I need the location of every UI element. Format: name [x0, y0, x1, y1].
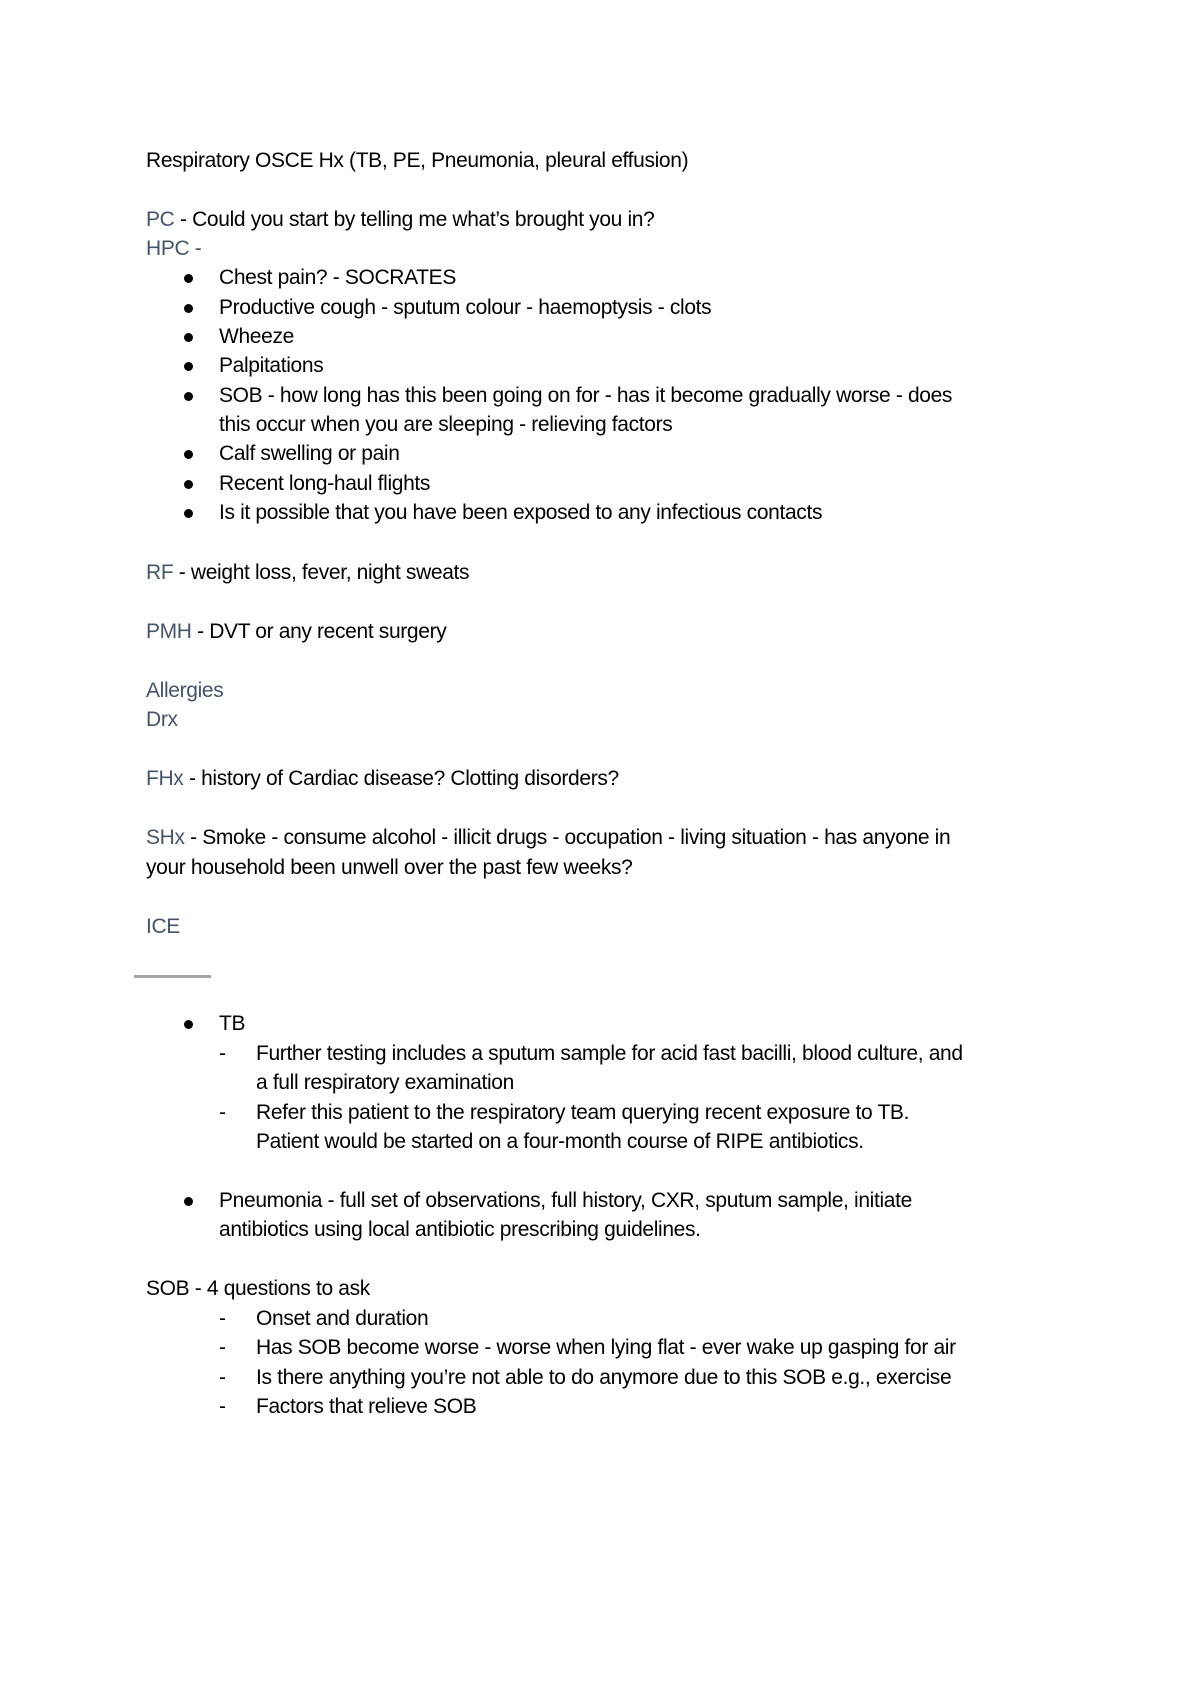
- bullet-icon: [184, 333, 193, 342]
- bullet-icon: [184, 480, 193, 489]
- bullet-icon: [184, 362, 193, 371]
- pneumonia-line: Pneumonia - full set of observations, full history, CXR, sputum sample, initiate: [219, 1189, 912, 1212]
- dash-marker: -: [219, 1042, 226, 1065]
- shx-continuation: your household been unwell over the past few weeks?: [146, 856, 633, 879]
- shx-label: SHx: [146, 826, 185, 849]
- fhx-line: [146, 764, 619, 794]
- tb-line: Further testing includes a sputum sample for acid fast bacilli, blood culture, and: [256, 1042, 963, 1065]
- sob-item: Onset and duration: [256, 1307, 429, 1330]
- tb-label: TB: [219, 1012, 246, 1035]
- sob-item: Factors that relieve SOB: [256, 1395, 477, 1418]
- hpc-item: Is it possible that you have been exposed to any infectious contacts: [219, 501, 823, 524]
- tb-line: Patient would be started on a four-month course of RIPE antibiotics.: [256, 1130, 864, 1153]
- bullet-icon: [184, 1197, 193, 1206]
- tb-line: Refer this patient to the respiratory team querying recent exposure to TB.: [256, 1101, 910, 1124]
- bullet-icon: [184, 304, 193, 313]
- hpc-item-continuation: this occur when you are sleeping - relieving factors: [219, 413, 673, 436]
- pmh-label: PMH: [146, 620, 192, 643]
- fhx-label: FHx: [146, 767, 184, 790]
- bullet-icon: [184, 392, 193, 401]
- bullet-icon: [184, 1020, 193, 1029]
- drx-label: Drx: [146, 708, 178, 731]
- hpc-item: Recent long-haul flights: [219, 472, 431, 495]
- hpc-item: Calf swelling or pain: [219, 442, 400, 465]
- hpc-item: Wheeze: [219, 325, 294, 348]
- dash-marker: -: [219, 1366, 226, 1389]
- hpc-item: SOB - how long has this been going on for - has it become gradually worse - does: [219, 384, 953, 407]
- shx-text: - Smoke - consume alcohol - illicit drugs - occupation - living situation - has anyone in: [184, 826, 951, 849]
- bullet-icon: [184, 450, 193, 459]
- rf-text: - weight loss, fever, night sweats: [173, 561, 470, 584]
- pc-text: - Could you start by telling me what’s brought you in?: [174, 208, 655, 231]
- hpc-item: Productive cough - sputum colour - haemoptysis - clots: [219, 296, 712, 319]
- hpc-item: Chest pain? - SOCRATES: [219, 266, 456, 289]
- sob-item: Has SOB become worse - worse when lying flat - ever wake up gasping for air: [256, 1336, 956, 1359]
- ice-label: ICE: [146, 915, 180, 938]
- pc-line: [146, 205, 654, 235]
- dash-marker: -: [219, 1395, 226, 1418]
- hpc-item: Palpitations: [219, 354, 324, 377]
- document-title: Respiratory OSCE Hx (TB, PE, Pneumonia, pleural effusion): [146, 149, 689, 172]
- pneumonia-line: antibiotics using local antibiotic prescribing guidelines.: [219, 1218, 701, 1241]
- pc-label: PC: [146, 208, 175, 231]
- bullet-icon: [184, 509, 193, 518]
- fhx-text: - history of Cardiac disease? Clotting disorders?: [183, 767, 619, 790]
- section-divider: [134, 975, 211, 978]
- rf-label: RF: [146, 561, 174, 584]
- shx-line: [146, 823, 950, 853]
- dash-marker: -: [219, 1101, 226, 1124]
- sob-item: Is there anything you’re not able to do anymore due to this SOB e.g., exercise: [256, 1366, 952, 1389]
- dash-marker: -: [219, 1307, 226, 1330]
- sob-title: SOB - 4 questions to ask: [146, 1277, 370, 1300]
- tb-line: a full respiratory examination: [256, 1071, 514, 1094]
- dash-marker: -: [219, 1336, 226, 1359]
- allergies-label: Allergies: [146, 679, 224, 702]
- hpc-label: HPC -: [146, 237, 202, 260]
- pmh-text: - DVT or any recent surgery: [191, 620, 447, 643]
- rf-line: [146, 558, 469, 588]
- pmh-line: [146, 617, 446, 647]
- bullet-icon: [184, 274, 193, 283]
